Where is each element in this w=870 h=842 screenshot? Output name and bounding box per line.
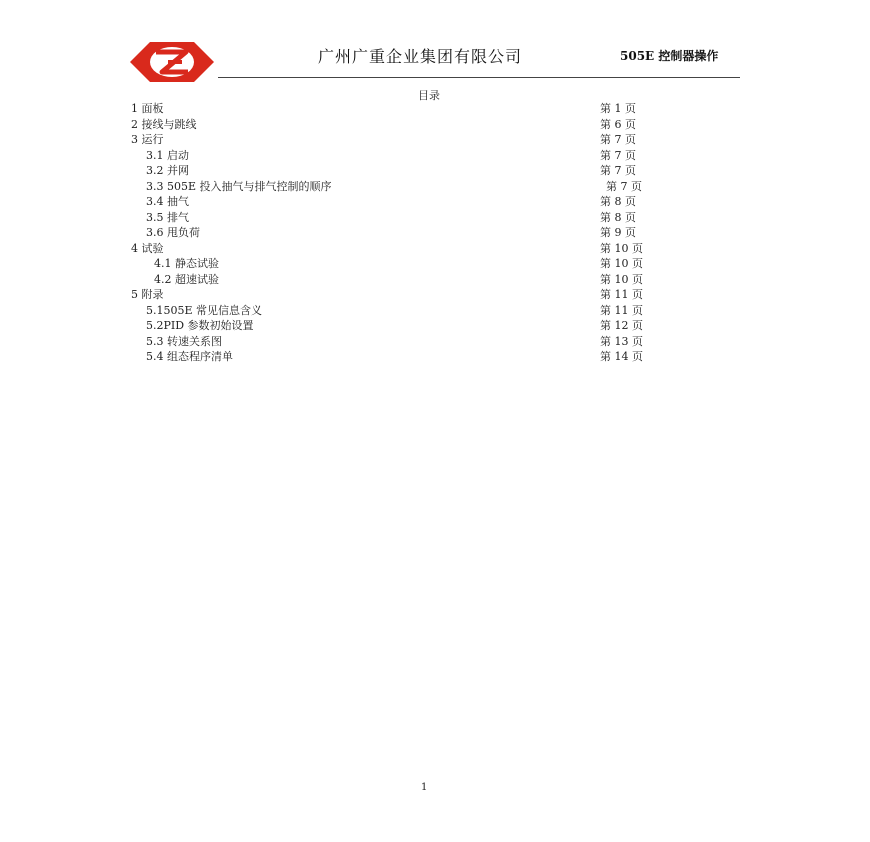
toc-entry-label: 4 试验 <box>131 241 164 255</box>
toc-entry-label: 3.4 抽气 <box>146 195 189 208</box>
toc-entry-page: 第 9 页 <box>600 226 636 239</box>
toc-entry-page: 第 7 页 <box>606 179 642 193</box>
toc-entry-label: 3.6 甩负荷 <box>146 226 200 239</box>
toc-entry-page: 第 13 页 <box>600 334 643 348</box>
toc-entry[interactable] <box>0 303 870 319</box>
toc-entry-label: 5.2PID 参数初始设置 <box>146 319 254 332</box>
toc-entry-page: 第 11 页 <box>600 303 643 317</box>
toc-entry-page: 第 7 页 <box>600 133 636 146</box>
toc-entry-page: 第 7 页 <box>600 164 636 177</box>
toc-heading: 目录 <box>418 89 440 102</box>
toc-entry-label: 3.2 并网 <box>146 164 189 177</box>
toc-entry-label: 5.4 组态程序清单 <box>146 350 233 363</box>
toc-entry[interactable] <box>0 117 870 133</box>
page-number: 1 <box>421 782 428 793</box>
toc-entry-page: 第 8 页 <box>600 195 636 208</box>
toc-entry[interactable] <box>0 132 870 148</box>
toc-entry-page: 第 14 页 <box>600 350 643 363</box>
company-logo-icon <box>128 40 216 84</box>
toc-entry-page: 第 10 页 <box>600 257 643 270</box>
toc-entry-label: 2 接线与跳线 <box>131 117 197 131</box>
header-divider <box>218 77 740 78</box>
toc-entry[interactable] <box>0 334 870 350</box>
company-name: 广州广重企业集团有限公司 <box>318 47 523 66</box>
toc-entry-label: 3 运行 <box>131 133 164 146</box>
toc-entry[interactable] <box>0 179 870 195</box>
toc-entry[interactable] <box>0 163 870 179</box>
toc-entry-page: 第 10 页 <box>600 241 643 255</box>
toc-entry-label: 1 面板 <box>131 102 164 115</box>
toc-entry-page: 第 1 页 <box>600 102 636 115</box>
toc-entry-page: 第 11 页 <box>600 288 643 301</box>
toc-entry-page: 第 12 页 <box>600 319 643 332</box>
toc-entry-label: 3.1 启动 <box>146 148 189 162</box>
toc-entry[interactable] <box>0 287 870 303</box>
toc-entry-page: 第 10 页 <box>600 272 643 286</box>
toc-entry[interactable] <box>0 225 870 241</box>
toc-entry-page: 第 8 页 <box>600 210 636 224</box>
toc-entry[interactable] <box>0 194 870 210</box>
toc-entry[interactable] <box>0 272 870 288</box>
toc-entry[interactable] <box>0 101 870 117</box>
toc-entry[interactable] <box>0 318 870 334</box>
toc-entry-page: 第 6 页 <box>600 117 636 131</box>
toc-entry[interactable] <box>0 148 870 164</box>
toc-entry-label: 5 附录 <box>131 288 164 301</box>
toc-entry-label: 3.3 505E 投入抽气与排气控制的顺序 <box>146 179 332 193</box>
toc-entry-label: 5.3 转速关系图 <box>146 334 222 348</box>
toc-entry-page: 第 7 页 <box>600 148 636 162</box>
toc-entry[interactable] <box>0 210 870 226</box>
toc-entry[interactable] <box>0 349 870 365</box>
toc-entry-label: 4.1 静态试验 <box>154 257 219 270</box>
toc-entry-label: 5.1505E 常见信息含义 <box>146 303 263 317</box>
table-of-contents <box>0 101 870 365</box>
toc-entry-label: 3.5 排气 <box>146 210 189 224</box>
document-title: 505E 控制器操作 <box>620 49 719 63</box>
toc-entry-label: 4.2 超速试验 <box>154 272 219 286</box>
toc-entry[interactable] <box>0 241 870 257</box>
toc-entry[interactable] <box>0 256 870 272</box>
